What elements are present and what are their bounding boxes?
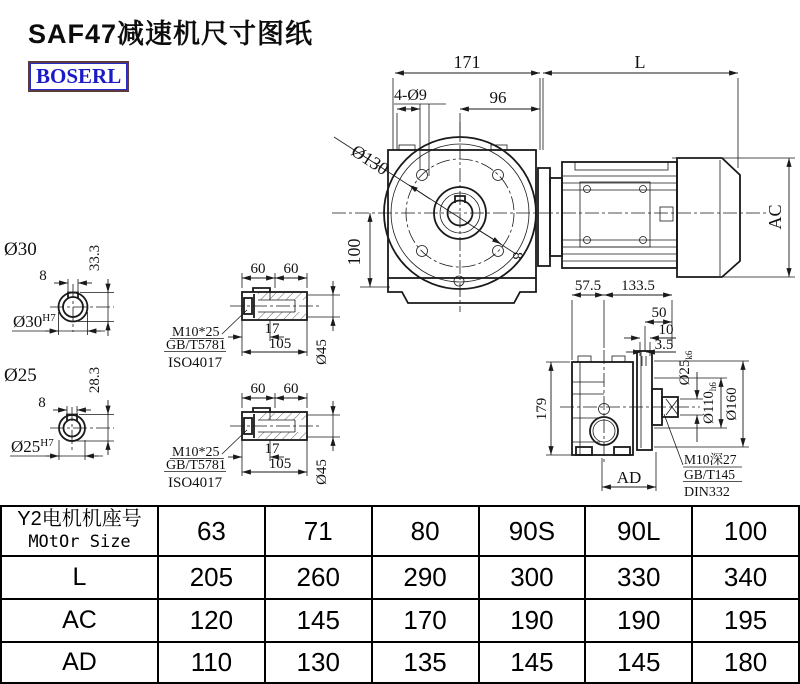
dim-60-right: 60: [283, 381, 299, 397]
table-cell: 130: [266, 643, 373, 684]
front-view-dimensions: [344, 52, 795, 287]
dim-keyway-8: 8: [39, 268, 47, 284]
front-view-gearbox: [332, 122, 766, 312]
table-cell: 110: [159, 643, 266, 684]
table-cell: 145: [586, 643, 693, 684]
table-col-63: 63: [159, 507, 266, 557]
label-dia25: Ø25: [4, 365, 37, 386]
page-title: SAF47减速机尺寸图纸: [28, 19, 314, 49]
dim-shaft-dia-25k6: $Ø25_{k6}$: [677, 350, 694, 386]
dim-57-5: 57.5: [574, 278, 602, 294]
dim-60-left: 60: [250, 261, 266, 277]
table-col-90S: 90S: [480, 507, 587, 557]
table-cell: 205: [159, 557, 266, 600]
brand-text: BOSERL: [30, 63, 127, 90]
dim-dia45: Ø45: [314, 339, 330, 365]
table-cell: 190: [480, 600, 587, 643]
table-cell: 120: [159, 600, 266, 643]
label-dia30: Ø30: [4, 239, 37, 260]
hollow-shaft-hole-25: [4, 365, 114, 460]
table-cell: 260: [266, 557, 373, 600]
table-row-label-L: L: [2, 557, 159, 600]
table-cell: 330: [586, 557, 693, 600]
table-cell: 290: [373, 557, 480, 600]
dimension-table: [0, 505, 800, 684]
table-col-80: 80: [373, 507, 480, 557]
dim-flange-dia-160: Ø160: [724, 387, 740, 421]
label-std-gb: GB/T5781: [166, 338, 226, 353]
table-cell: 340: [693, 557, 800, 600]
table-header-en: MOtOr Size: [28, 532, 131, 552]
dim-L: L: [634, 52, 646, 72]
label-bore-30H7: $Ø30^{H7}$: [13, 312, 56, 331]
label-std-iso: ISO4017: [168, 355, 223, 371]
table-cell: 145: [266, 600, 373, 643]
table-header-cn: Y2电机机座号: [17, 508, 142, 530]
dim-flange-dia: Ø130: [347, 140, 393, 180]
label-tap-std-din: DIN332: [684, 485, 730, 500]
dim-133-5: 133.5: [621, 278, 655, 294]
label-4-holes: 4-Ø9: [394, 87, 427, 104]
dim-17: 17: [264, 321, 280, 337]
label-bolt: M10*25: [172, 445, 220, 460]
table-cell: 300: [480, 557, 587, 600]
table-cell: 170: [373, 600, 480, 643]
dim-10: 10: [658, 322, 674, 338]
dim-105: 105: [268, 336, 292, 352]
dim-179: 179: [534, 397, 550, 421]
shaft-detail-upper: [164, 261, 340, 371]
label-tap: M10深27: [684, 452, 737, 467]
dim-60-right: 60: [283, 261, 299, 277]
dim-8-rotated: 8: [509, 252, 525, 260]
table-cell: 145: [480, 643, 587, 684]
dim-3-5: 3.5: [654, 337, 674, 353]
dim-spigot-dia-110h6: $Ø110_{h6}$: [701, 382, 718, 424]
label-bolt: M10*25: [172, 325, 220, 340]
dim-60-left: 60: [250, 381, 266, 397]
table-col-100: 100: [693, 507, 800, 557]
dim-100: 100: [344, 238, 364, 266]
front-view-motor: [538, 158, 740, 277]
dim-33-3: 33.3: [87, 244, 103, 272]
dim-keyway-8: 8: [38, 395, 46, 411]
label-bore-25H7: $Ø25^{H7}$: [11, 437, 54, 456]
table-header-motor-size: [2, 507, 159, 557]
shaft-detail-lower: [164, 381, 340, 491]
dim-171: 171: [453, 52, 481, 72]
table-col-71: 71: [266, 507, 373, 557]
dim-AD: AD: [616, 468, 642, 487]
side-view: [534, 278, 749, 500]
dim-96: 96: [489, 88, 507, 107]
dim-50: 50: [651, 305, 667, 321]
table-cell: 180: [693, 643, 800, 684]
label-std-gb: GB/T5781: [166, 458, 226, 473]
label-std-iso: ISO4017: [168, 475, 223, 491]
dim-28-3: 28.3: [87, 366, 103, 394]
table-row-label-AC: AC: [2, 600, 159, 643]
table-row-label-AD: AD: [2, 643, 159, 684]
table-cell: 190: [586, 600, 693, 643]
dim-AC: AC: [765, 204, 785, 230]
dim-dia45: Ø45: [314, 459, 330, 485]
table-col-90L: 90L: [586, 507, 693, 557]
hollow-shaft-hole-30: [4, 239, 114, 336]
dim-17: 17: [264, 441, 280, 457]
dim-105: 105: [268, 456, 292, 472]
table-cell: 135: [373, 643, 480, 684]
table-cell: 195: [693, 600, 800, 643]
label-tap-std-gb: GB/T145: [684, 467, 736, 482]
